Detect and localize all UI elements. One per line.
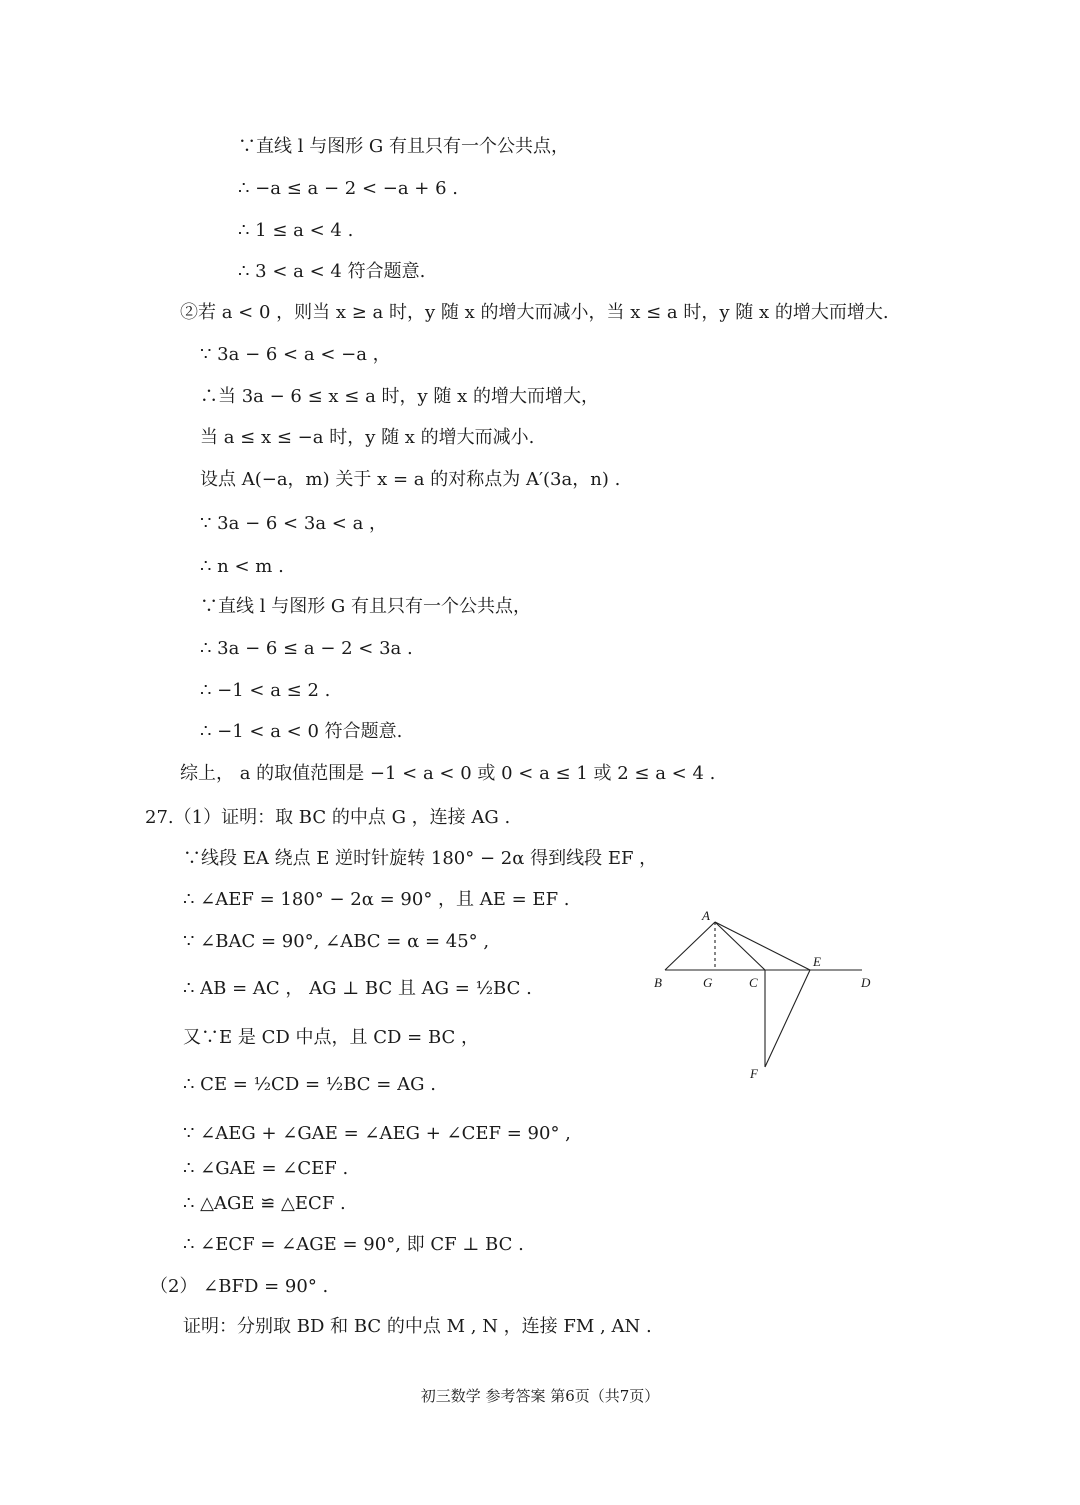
label-d: D (861, 975, 871, 990)
text-line: ∴ AB = AC ， AG ⊥ BC 且 AG = ½BC . (183, 978, 532, 999)
segment-ac (715, 922, 765, 970)
text-line: （2） ∠BFD = 90° . (150, 1276, 329, 1297)
label-a: A (702, 908, 710, 923)
label-f: F (750, 1066, 758, 1081)
segment-ae (715, 922, 810, 970)
text-line: ∴当 3a − 6 ≤ x ≤ a 时，y 随 x 的增大而增大， (200, 386, 600, 407)
text-line: ∵直线 l 与图形 G 有且只有一个公共点， (200, 596, 532, 617)
text-line: ∴ ∠GAE = ∠CEF . (183, 1158, 349, 1179)
text-line: ∴ −a ≤ a − 2 < −a + 6 . (238, 178, 458, 199)
text-line: ∴ ∠ECF = ∠AGE = 90°, 即 CF ⊥ BC . (183, 1234, 524, 1255)
text-line: ∴ n < m . (200, 556, 284, 577)
text-line: ②若 a < 0 ，则当 x ≥ a 时，y 随 x 的增大而减小，当 x ≤ a 时，y 随 x 的增大而增大. (180, 302, 889, 323)
label-e: E (813, 954, 821, 969)
text-line: ∴ CE = ½CD = ½BC = AG . (183, 1074, 436, 1095)
text-line: ∴ △AGE ≌ △ECF . (183, 1193, 346, 1214)
label-c: C (749, 975, 758, 990)
page-footer: 初三数学 参考答案 第6页（共7页） (420, 1387, 660, 1405)
text-line: 27.（1）证明：取 BC 的中点 G ，连接 AG . (145, 807, 511, 828)
text-line: ∴ 1 ≤ a < 4 . (238, 220, 354, 241)
text-line: ∵ ∠BAC = 90°, ∠ABC = α = 45° , (183, 931, 490, 952)
text-line: ∵ 3a − 6 < a < −a ， (200, 344, 391, 365)
text-line: ∵线段 EA 绕点 E 逆时针旋转 180° − 2α 得到线段 EF ， (183, 848, 658, 869)
geometry-figure (640, 900, 890, 1090)
text-line: 综上， a 的取值范围是 −1 < a < 0 或 0 < a ≤ 1 或 2 ≤ a < 4 . (180, 763, 716, 784)
text-line: 当 a ≤ x ≤ −a 时，y 随 x 的增大而减小. (200, 427, 535, 448)
segment-ab (665, 922, 715, 970)
text-line: ∴ 3a − 6 ≤ a − 2 < 3a . (200, 638, 413, 659)
text-line: ∵ 3a − 6 < 3a < a ， (200, 513, 388, 534)
text-line: 又∵E 是 CD 中点，且 CD = BC ， (183, 1027, 480, 1048)
text-line: 设点 A(−a，m) 关于 x = a 的对称点为 A′(3a，n) . (200, 469, 621, 490)
text-line: ∴ −1 < a < 0 符合题意. (200, 721, 403, 742)
text-line: ∵ ∠AEG + ∠GAE = ∠AEG + ∠CEF = 90° , (183, 1123, 571, 1144)
segment-ef (765, 970, 810, 1067)
text-line: ∴ −1 < a ≤ 2 . (200, 680, 331, 701)
label-b: B (654, 975, 662, 990)
text-line: ∴ ∠AEF = 180° − 2α = 90° ，且 AE = EF . (183, 889, 570, 910)
text-line: ∵直线 l 与图形 G 有且只有一个公共点， (238, 136, 570, 157)
label-g: G (703, 975, 713, 990)
text-line: ∴ 3 < a < 4 符合题意. (238, 261, 426, 282)
text-line: 证明：分别取 BD 和 BC 的中点 M , N ，连接 FM , AN . (183, 1316, 652, 1337)
